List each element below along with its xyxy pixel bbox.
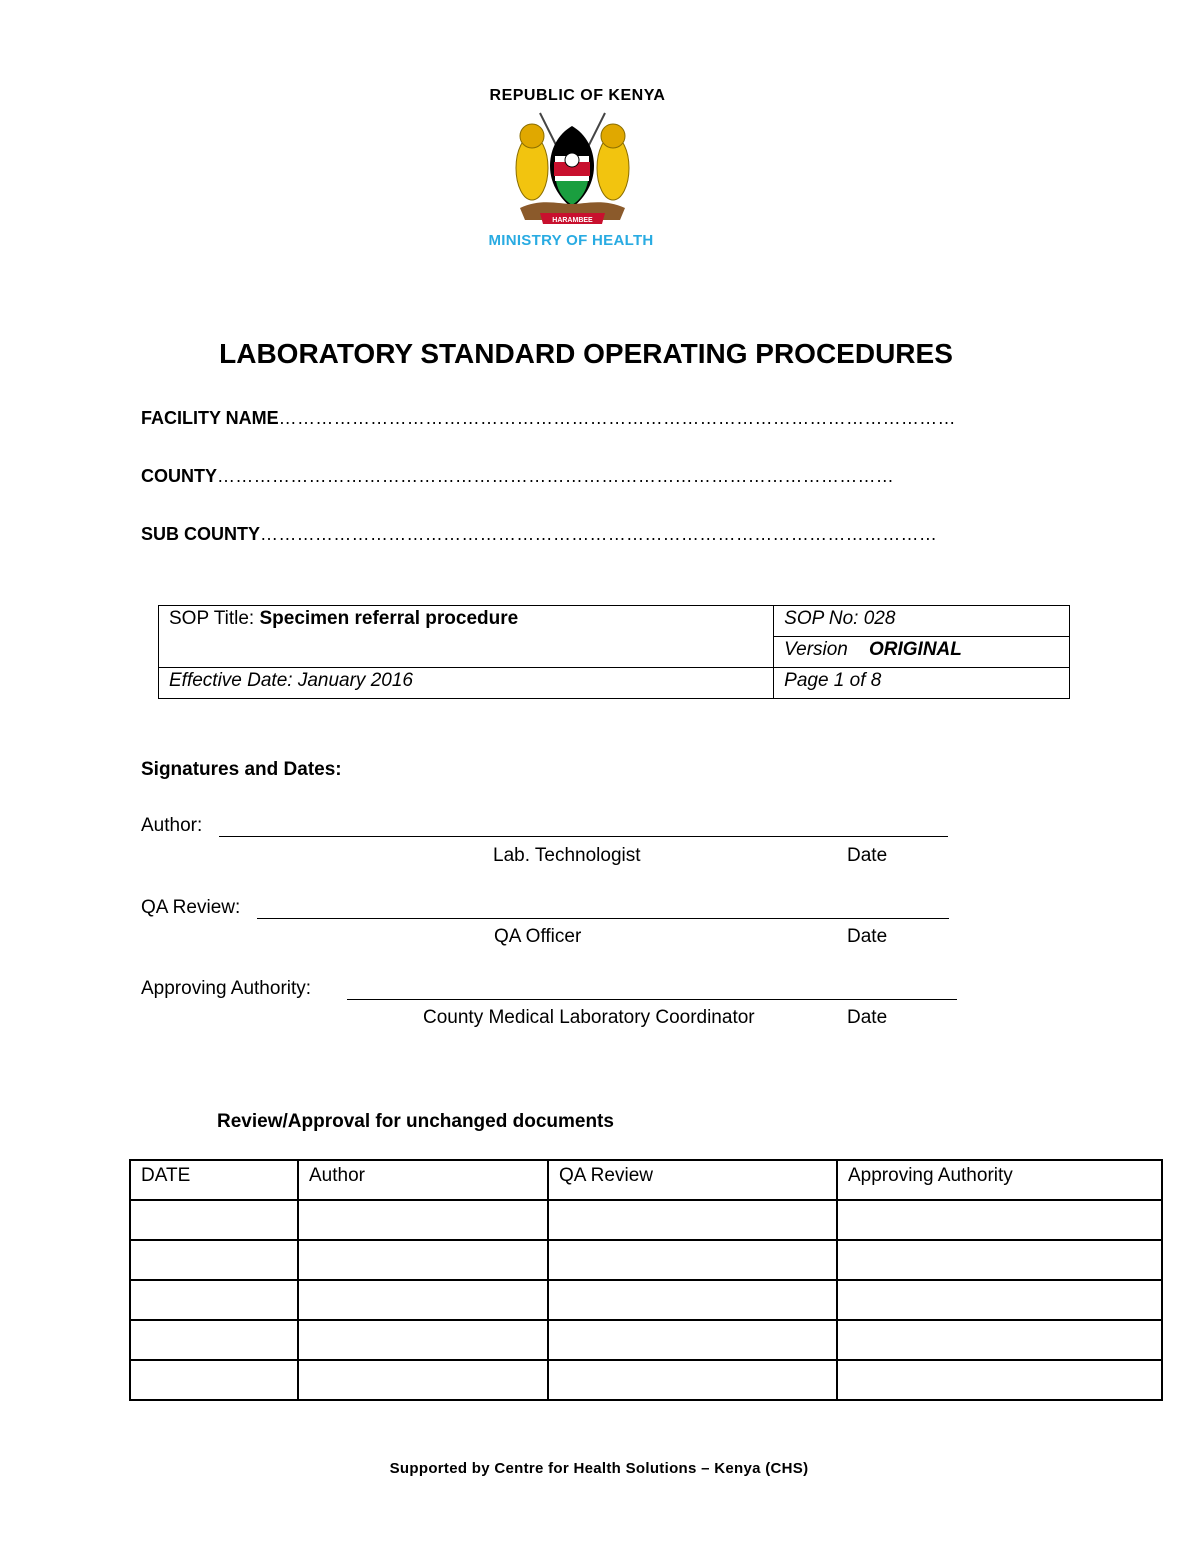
sop-version-value: ORIGINAL [869, 639, 962, 660]
crest-motto: HARAMBEE [552, 217, 593, 224]
sub-county-dots: ………………………………………………………………………………………………… [260, 524, 938, 544]
table-cell[interactable] [548, 1200, 837, 1240]
sop-number: SOP No: 028 [774, 606, 1070, 637]
author-signature-line [219, 816, 948, 837]
kenya-coat-of-arms-logo [510, 108, 635, 228]
facility-name-field [141, 408, 956, 429]
sop-version-cell [774, 637, 1070, 668]
author-date-label: Date [847, 845, 888, 866]
table-cell[interactable] [548, 1360, 837, 1400]
approving-authority-label: Approving Authority: [141, 978, 312, 999]
qa-date-label: Date [847, 926, 888, 947]
sub-county-field [141, 524, 937, 545]
table-row [130, 1240, 1162, 1280]
sop-page-number: Page 1 of 8 [774, 668, 1070, 699]
qa-role: QA Officer [494, 926, 582, 947]
sop-version-label: Version [784, 639, 848, 660]
table-cell[interactable] [130, 1280, 298, 1320]
table-row [130, 1320, 1162, 1360]
table-row [130, 1360, 1162, 1400]
table-cell[interactable] [130, 1360, 298, 1400]
qa-signature-line [257, 898, 949, 919]
ministry-heading: MINISTRY OF HEALTH [488, 232, 654, 249]
county-field [141, 466, 894, 487]
table-row [130, 1200, 1162, 1240]
review-table [129, 1159, 1163, 1401]
sop-title-value: Specimen referral procedure [259, 608, 519, 629]
county-label: COUNTY [141, 466, 217, 486]
table-cell[interactable] [298, 1280, 548, 1320]
approver-role: County Medical Laboratory Coordinator [423, 1007, 755, 1028]
county-dots: ………………………………………………………………………………………………… [217, 466, 895, 486]
review-table-header [130, 1160, 1162, 1200]
table-cell[interactable] [548, 1240, 837, 1280]
sop-effective-date: Effective Date: January 2016 [159, 668, 774, 699]
facility-name-dots: ………………………………………………………………………………………………… [278, 408, 956, 428]
table-cell[interactable] [837, 1320, 1162, 1360]
review-col-approver: Approving Authority [837, 1160, 1162, 1200]
review-col-qa: QA Review [548, 1160, 837, 1200]
table-cell[interactable] [548, 1280, 837, 1320]
table-cell[interactable] [298, 1360, 548, 1400]
table-cell[interactable] [837, 1360, 1162, 1400]
table-cell[interactable] [548, 1320, 837, 1360]
table-cell[interactable] [130, 1200, 298, 1240]
table-cell[interactable] [130, 1240, 298, 1280]
sop-info-table [158, 605, 1070, 699]
qa-review-label: QA Review: [141, 897, 241, 918]
facility-name-label: FACILITY NAME [141, 408, 279, 428]
approver-signature-line [347, 979, 957, 1000]
table-cell[interactable] [298, 1200, 548, 1240]
footer-support-text: Supported by Centre for Health Solutions – Kenya (CHS) [389, 1460, 809, 1477]
sop-title-label: SOP Title: [169, 608, 260, 629]
sub-county-label: SUB COUNTY [141, 524, 261, 544]
table-cell[interactable] [298, 1320, 548, 1360]
table-row [130, 1280, 1162, 1320]
review-heading: Review/Approval for unchanged documents [217, 1111, 614, 1132]
table-cell[interactable] [837, 1280, 1162, 1320]
approver-date-label: Date [847, 1007, 888, 1028]
republic-heading: REPUBLIC OF KENYA [489, 87, 666, 104]
sop-title-cell [159, 606, 774, 668]
table-cell[interactable] [837, 1200, 1162, 1240]
review-col-author: Author [298, 1160, 548, 1200]
table-cell[interactable] [130, 1320, 298, 1360]
document-title: LABORATORY STANDARD OPERATING PROCEDURES [219, 338, 953, 369]
signatures-heading: Signatures and Dates: [141, 759, 342, 780]
author-label: Author: [141, 815, 203, 836]
table-cell[interactable] [298, 1240, 548, 1280]
table-cell[interactable] [837, 1240, 1162, 1280]
review-col-date: DATE [130, 1160, 298, 1200]
author-role: Lab. Technologist [493, 845, 641, 866]
